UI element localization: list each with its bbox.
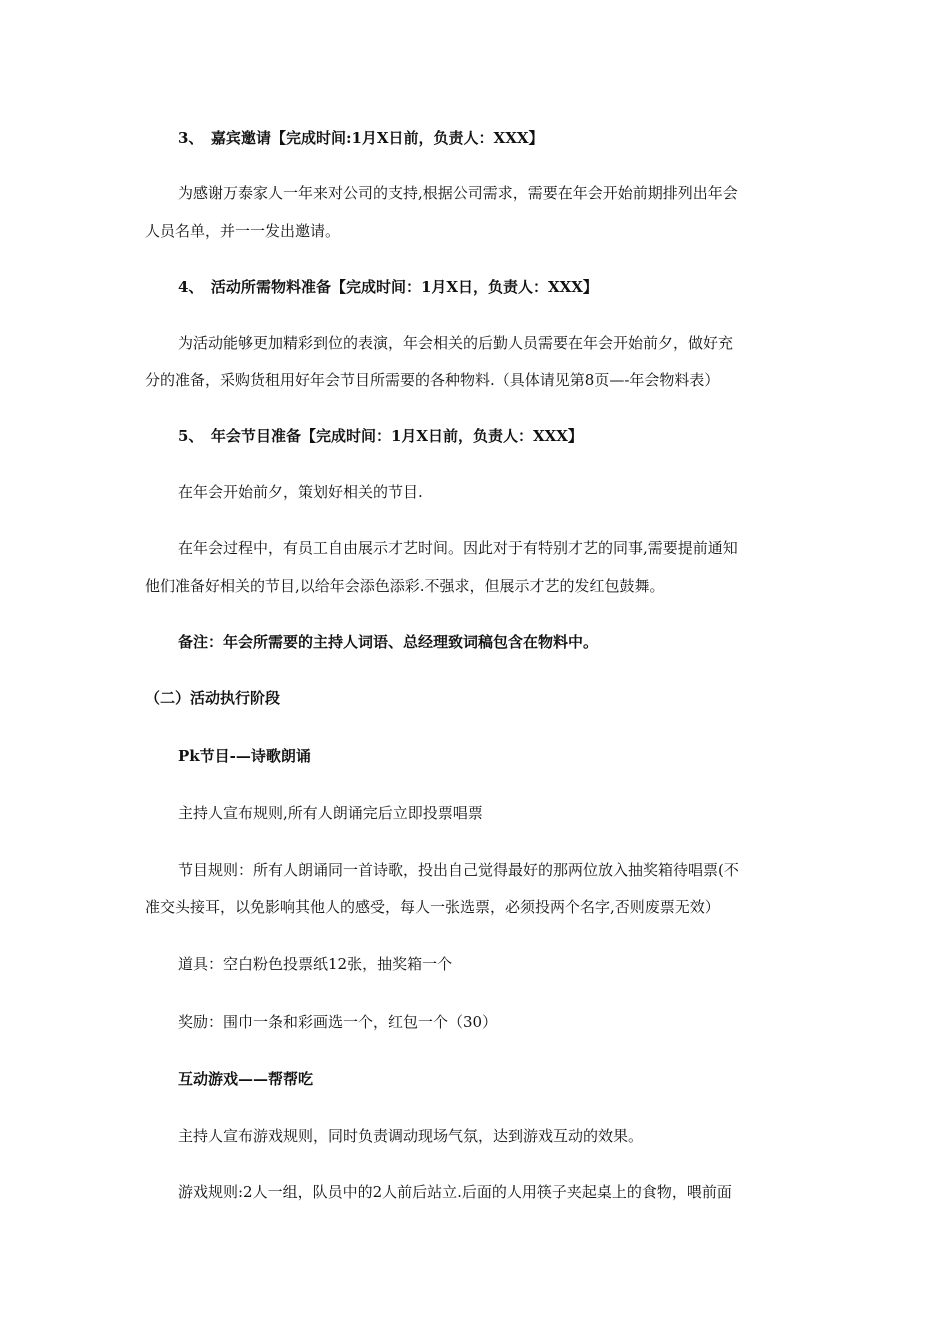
section-3-heading: 3、 嘉宾邀请【完成时间:1月X日前，负责人：XXX】 [178,129,544,147]
game-rules-line-1: 游戏规则:2人一组，队员中的2人前后站立.后面的人用筷子夹起桌上的食物，喂前面 [178,1183,732,1201]
section-5-paragraph-2-line-2: 他们准备好相关的节目,以给年会添色添彩.不强求，但展示才艺的发红包鼓舞。 [145,577,665,595]
pk-program-heading: Pk节目-—诗歌朗诵 [178,747,311,765]
section-4-heading: 4、 活动所需物料准备【完成时间：1月X日，负责人：XXX】 [178,278,598,296]
pk-rules-line-1: 节目规则：所有人朗诵同一首诗歌，投出自己觉得最好的那两位放入抽奖箱待唱票(不 [178,861,739,879]
pk-props-line: 道具：空白粉色投票纸12张，抽奖箱一个 [178,955,453,973]
note-remark: 备注：年会所需要的主持人词语、总经理致词稿包含在物料中。 [178,633,599,651]
game-heading: 互动游戏——帮帮吃 [178,1070,314,1088]
section-4-paragraph-line-2: 分的准备，采购货租用好年会节目所需要的各种物料.（具体请见第8页—-年会物料表） [145,371,720,389]
game-host-line: 主持人宣布游戏规则，同时负责调动现场气氛，达到游戏互动的效果。 [178,1127,644,1145]
phase-2-title: （二）活动执行阶段 [145,689,281,707]
section-5-paragraph-1: 在年会开始前夕，策划好相关的节目. [178,483,423,501]
pk-reward-line: 奖励：围巾一条和彩画选一个，红包一个（30） [178,1013,498,1031]
section-3-paragraph-line-2: 人员名单，并一一发出邀请。 [145,222,341,240]
section-3-paragraph-line-1: 为感谢万泰家人一年来对公司的支持,根据公司需求，需要在年会开始前期排列出年会 [178,184,738,202]
section-5-paragraph-2-line-1: 在年会过程中，有员工自由展示才艺时间。因此对于有特别才艺的同事,需要提前通知 [178,539,738,557]
pk-host-line: 主持人宣布规则,所有人朗诵完后立即投票唱票 [178,804,483,822]
pk-rules-line-2: 准交头接耳，以免影响其他人的感受，每人一张选票，必须投两个名字,否则废票无效） [145,898,720,916]
section-5-heading: 5、 年会节目准备【完成时间：1月X日前，负责人：XXX】 [178,427,583,445]
section-4-paragraph-line-1: 为活动能够更加精彩到位的表演，年会相关的后勤人员需要在年会开始前夕，做好充 [178,334,734,352]
